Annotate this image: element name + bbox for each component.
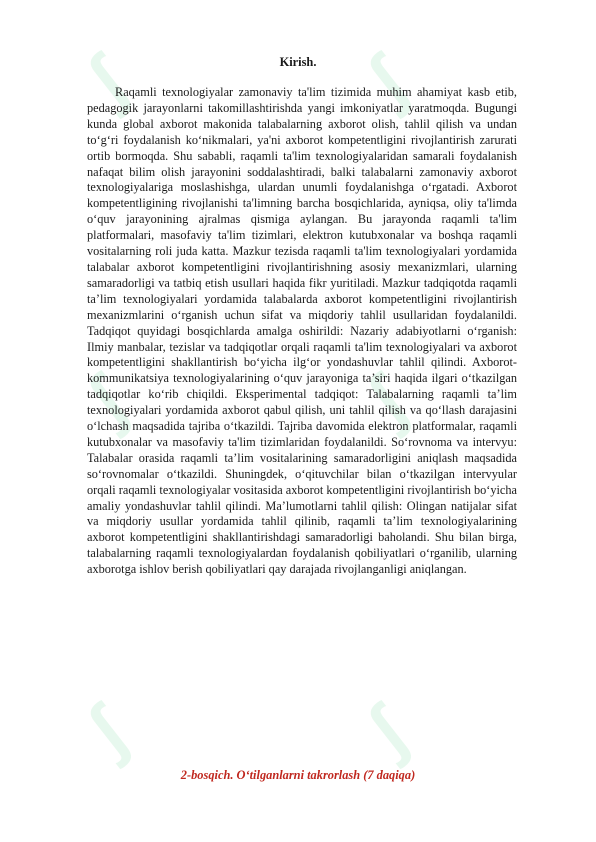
watermark-logo-mark: ʃ — [352, 42, 422, 120]
watermark-logo-mark: ʃ — [352, 362, 422, 440]
watermark-logo-mark: ʃ — [72, 692, 142, 770]
section-heading: 2-bosqich. O‘tilganlarni takrorlash (7 daqiqa) — [180, 768, 416, 782]
watermark-logo-mark: ʃ — [72, 362, 142, 440]
body-paragraph: Raqamli texnologiyalar zamonaviy ta'lim tizimida muhim ahamiyat kasb etib, pedagogik jarayonlarni takomillashtirishda yangi imkoniyatlar yaratmoqda. Bugungi kunda global axborot makonida talabalarning axborot olish, tahlil qilish va undan to‘g‘ri foydalanish ko‘nikmalari, ya'ni axborot kompetentligini rivojlantirish zarurati ortib bormoqda. Shu sababli, raqamli ta'lim texnologiyalaridan samarali foydalanish nafaqat bilim olish jarayonini soddalashtiradi, balki talabalarni zamonaviy axborot texnologiyalariga moslashishga, ulardan unumli foydalanishga o‘rgatadi. Axborot kompetentligining rivojlanishi ta'limning barcha bosqichlarida, ayniqsa, oliy ta'limda o‘quv jarayonining ajralmas qismiga aylangan. Bu jarayonda raqamli ta'lim platformalari, masofaviy ta'lim tizimlari, elektron kutubxonalar va boshqa raqamli vositalarning roli juda katta. Mazkur tezisda raqamli ta'lim texnologiyalari yordamida talabalar axborot kompetentligini rivojlantirishning asosiy mexanizmlari, ularning samaradorligi va tatbiq etish usullari haqida fikr yuritiladi. Mazkur tadqiqotda raqamli taʼlim texnologiyalari yordamida talabalarda axborot kompetentligini rivojlantirish mexanizmlarini o‘rganish uchun sifat va miqdoriy tahlil usullaridan foydalanildi. Tadqiqot quyidagi bosqichlarda amalga oshirildi: Nazariy adabiyotlarni o‘rganish: Ilmiy manbalar, tezislar va tadqiqotlar orqali raqamli ta'lim texnologiyalari va axborot kompetentligini shakllantirish bo‘yicha ilg‘or yondashuvlar tahlil qilindi. Axborot-kommunikatsiya texnologiyalarining o‘quv jarayoniga ta’siri haqida ilgari o‘tkazilgan tadqiqotlar ko‘rib chiqildi. Eksperimental tadqiqot: Talabalarning raqamli ta’lim texnologiyalari yordamida axborot qabul qilish, uni tahlil qilish va qo‘llash darajasini o‘lchash maqsadida tajriba o‘tkazildi. Tajriba davomida elektron platformalar, raqamli kutubxonalar va masofaviy ta'lim tizimlaridan foydalanildi. So‘rovnoma va intervyu: Talabalar orasida raqamli ta’lim vositalarining samaradorligini aniqlash maqsadida so‘rovnomalar o‘tkazildi. Shuningdek, o‘qituvchilar bilan o‘tkazilgan intervyular orqali raqamli texnologiyalar vositasida axborot kompetentligini rivojlantirish bo‘yicha amaliy yondashuvlar tahlil qilindi. Ma’lumotlarni tahlil qilish: Olingan natijalar sifat va miqdoriy usullar yordamida tahlil qilinib, raqamli ta’lim texnologiyalarining axborot kompetentligini shakllantirishdagi samaradorligi baholandi. Shu bilan birga, talabalarning raqamli texnologiyalardan foydalanish qobiliyatlari o‘rganilib, ularning axborotga ishlov berish qobiliyatlari qay darajada rivojlanganligi aniqlangan. — [87, 85, 517, 577]
watermark-logo-mark: ʃ — [352, 692, 422, 770]
watermark-logo-mark: ʃ — [72, 42, 142, 120]
page-title: Kirish. — [279, 55, 317, 69]
